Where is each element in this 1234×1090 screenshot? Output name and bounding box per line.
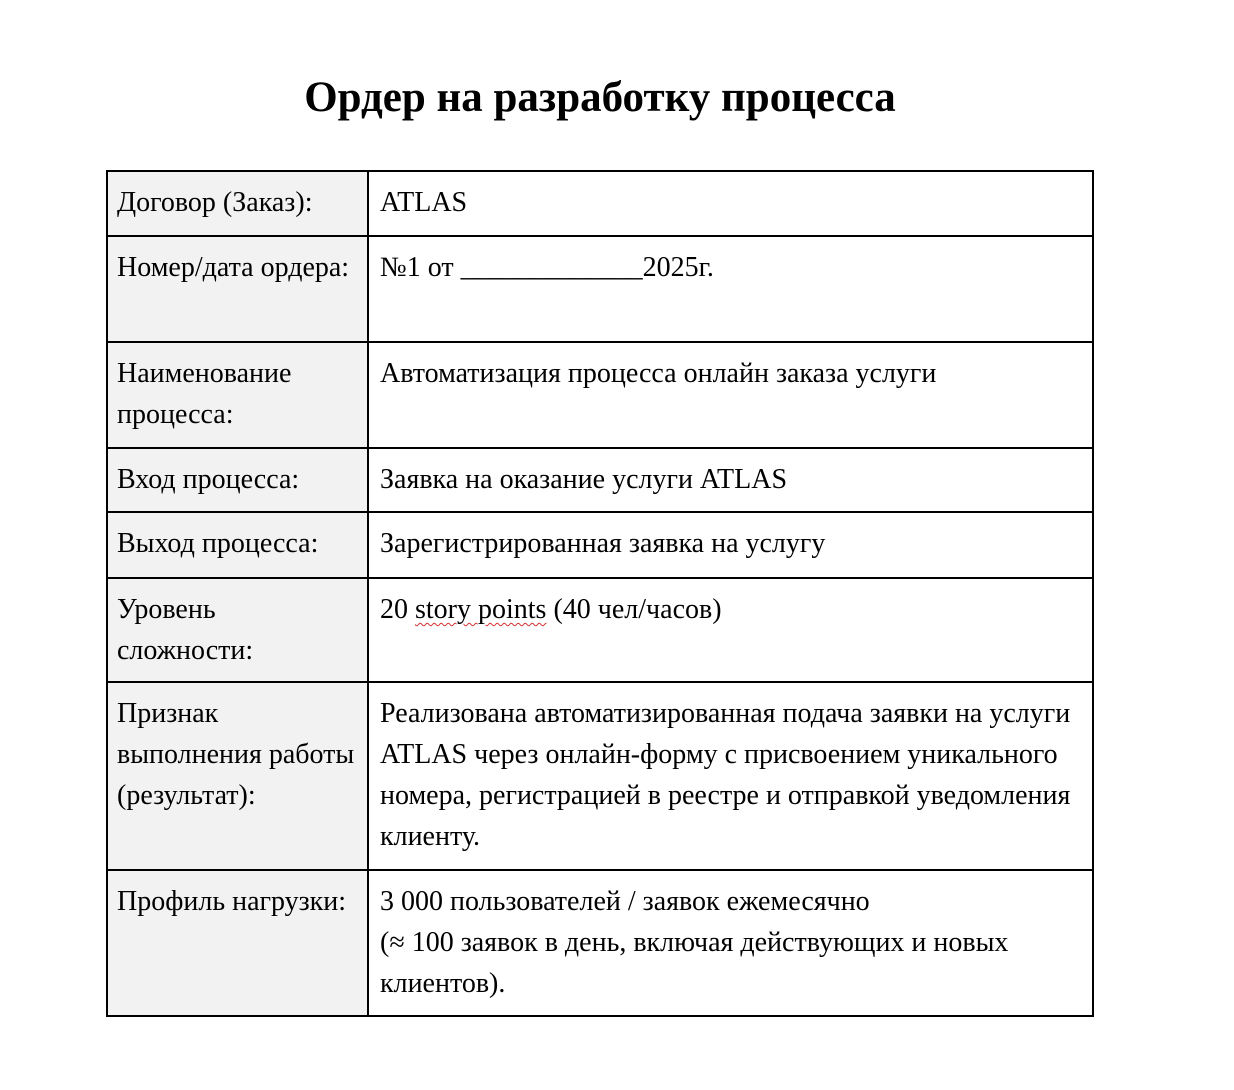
value-complexity [368,578,1093,682]
load-profile-line-2: (≈ 100 заявок в день, включая действующих и новых клиентов). [380,927,1009,999]
value-process-output: Зарегистрированная заявка на услугу [368,512,1093,578]
document-title: Ордер на разработку процесса [304,74,896,121]
label-complexity: Уровень сложности: [107,578,368,682]
value-result: Реализована автоматизированная подача заявки на услуги ATLAS через онлайн-форму с присвоением уникального номера, регистрацией в реестре и отправкой уведомления клиенту. [368,682,1093,870]
label-contract: Договор (Заказ): [107,171,368,236]
label-process-input: Вход процесса: [107,448,368,512]
table-row-process-output [107,512,1093,578]
value-process-input: Заявка на оказание услуги ATLAS [368,448,1093,512]
label-order-number: Номер/дата ордера: [107,236,368,342]
complexity-suffix: (40 чел/часов) [546,594,722,625]
table-row-load-profile [107,870,1093,1016]
value-process-name: Автоматизация процесса онлайн заказа услуги [368,342,1093,448]
complexity-prefix: 20 [380,594,415,625]
table-row-result [107,682,1093,870]
label-result: Признак выполнения работы (результат): [107,682,368,870]
label-process-output: Выход процесса: [107,512,368,578]
value-contract: ATLAS [368,171,1093,236]
spellcheck-flagged-text[interactable]: story points [415,594,547,625]
table-row-process-name [107,342,1093,448]
table-row-contract [107,171,1093,236]
label-process-name: Наименование процесса: [107,342,368,448]
table-row-complexity [107,578,1093,682]
order-table [106,170,1094,1017]
value-load-profile [368,870,1093,1016]
label-load-profile: Профиль нагрузки: [107,870,368,1016]
table-row-process-input [107,448,1093,512]
load-profile-line-1: 3 000 пользователей / заявок ежемесячно [380,886,870,917]
value-order-number: №1 от _____________2025г. [368,236,1093,342]
table-row-order-number [107,236,1093,342]
